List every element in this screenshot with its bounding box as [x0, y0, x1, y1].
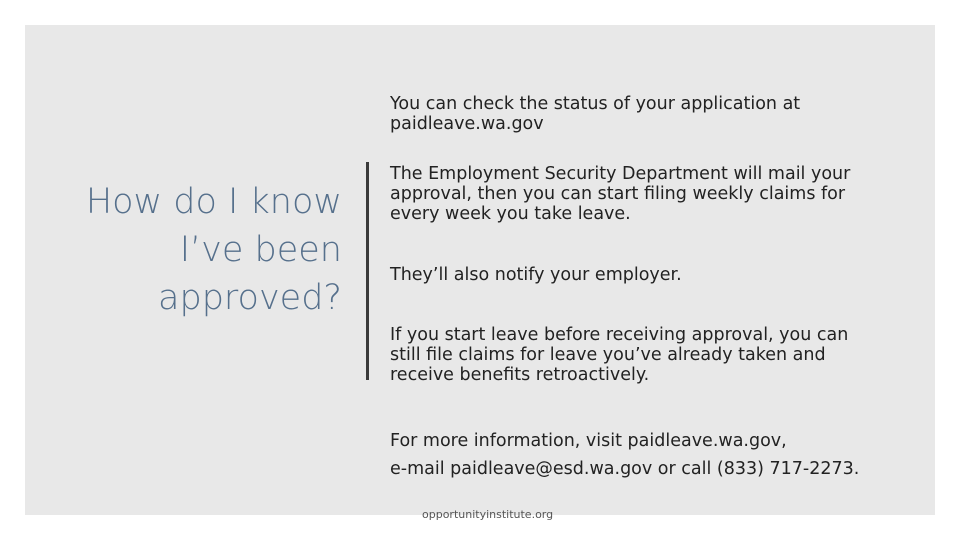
paragraph-line: For more information, visit paidleave.wa.gov,: [390, 431, 787, 451]
paragraph-line: If you start leave before receiving approval, you can: [390, 325, 849, 345]
title-line: I’ve been: [179, 230, 342, 270]
paragraph-line: still file claims for leave you’ve already taken and: [390, 345, 826, 365]
paragraph-line: approval, then you can start filing weekly claims for: [390, 184, 846, 204]
paragraph-more-info: [390, 427, 920, 483]
title-line: How do I know: [85, 182, 342, 222]
paragraph-line: receive benefits retroactively.: [390, 365, 650, 385]
paragraph-line: every week you take leave.: [390, 204, 631, 224]
paragraph-line: e-mail paidleave@esd.wa.gov or call (833) 717-2273.: [390, 459, 860, 479]
slide-title: [30, 178, 342, 322]
footer-url: opportunityinstitute.org: [422, 508, 554, 521]
paragraph-mail-approval: [390, 164, 920, 224]
title-line: approved?: [158, 278, 342, 318]
paragraph-line: The Employment Security Department will mail your: [390, 164, 851, 184]
vertical-divider: [366, 162, 369, 380]
paragraph-notify-employer: [390, 265, 920, 285]
paragraph-line: paidleave.wa.gov: [390, 114, 544, 134]
paragraph-retroactive: [390, 325, 920, 385]
paragraph-line: You can check the status of your application at: [390, 94, 801, 114]
paragraph-check-status: [390, 94, 920, 134]
paragraph-line: They’ll also notify your employer.: [390, 265, 682, 285]
